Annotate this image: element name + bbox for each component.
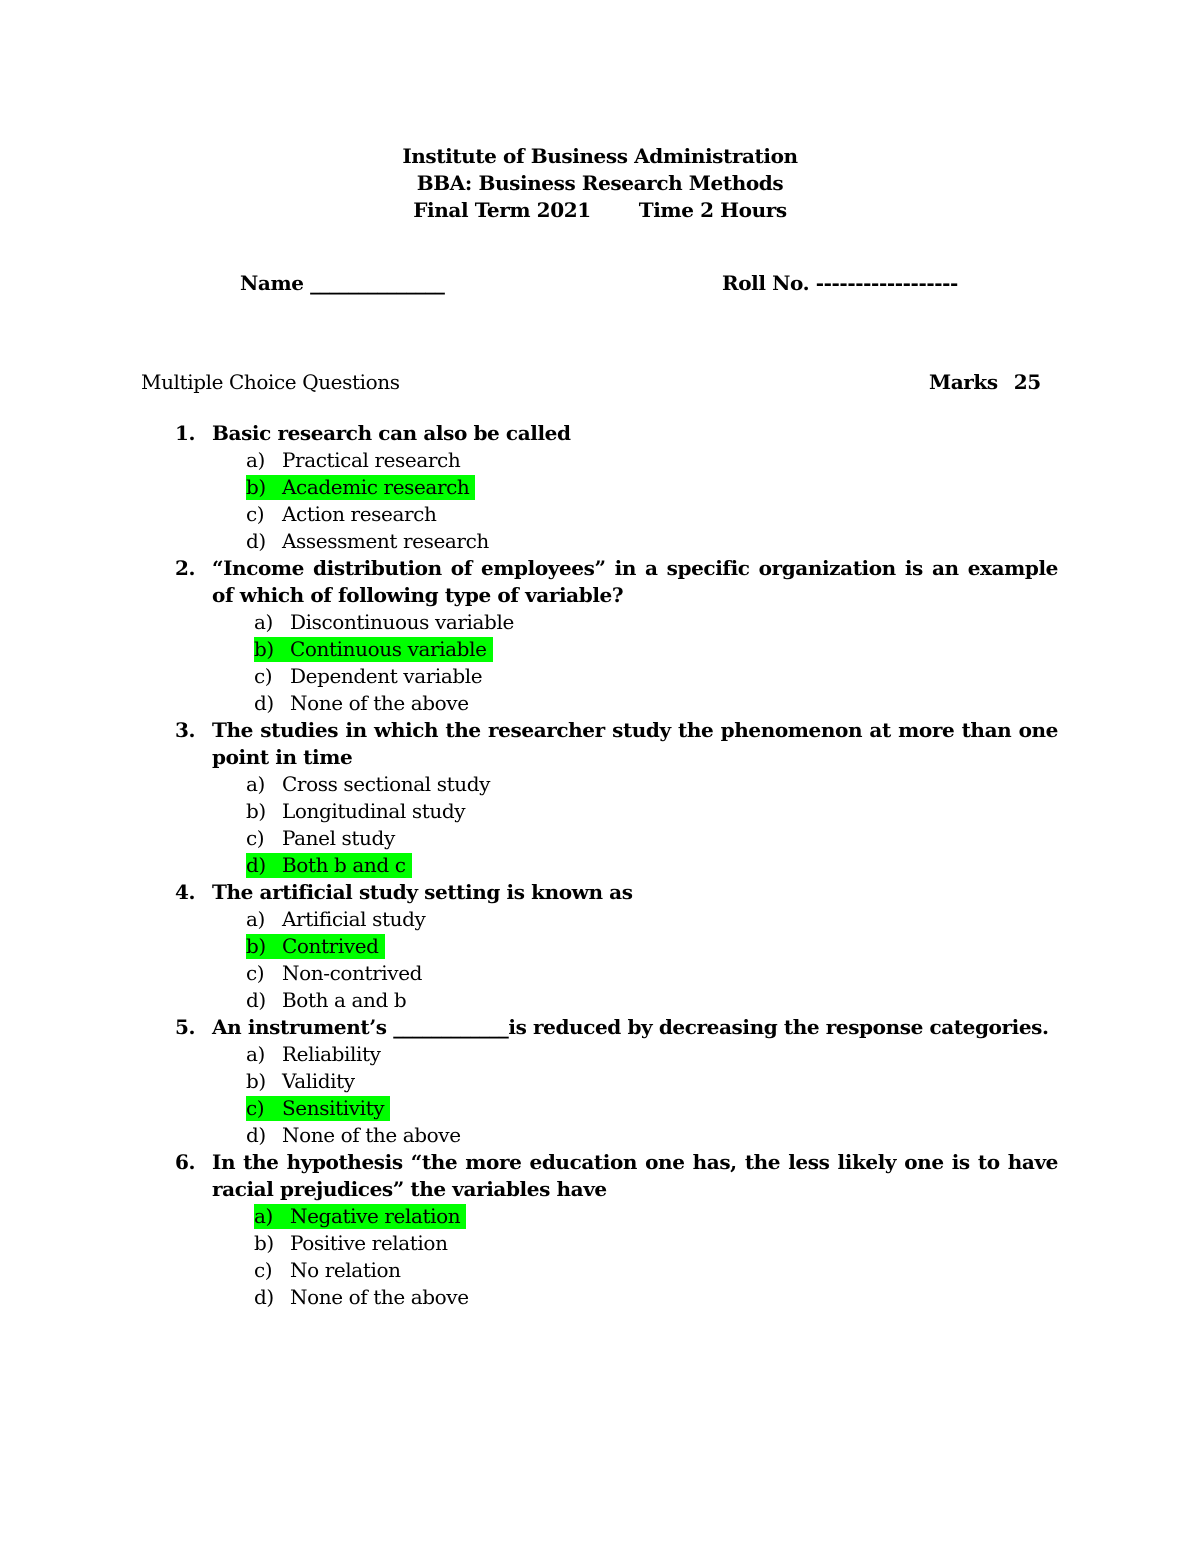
question-5 bbox=[0, 1014, 1200, 1149]
option-d bbox=[0, 528, 1200, 555]
name-field bbox=[240, 271, 445, 295]
course-title: BBA: Business Research Methods bbox=[416, 171, 784, 195]
option-label: a) bbox=[254, 1204, 273, 1228]
question-number: 4. bbox=[175, 880, 196, 904]
question-number: 2. bbox=[175, 556, 196, 580]
option-label: a) bbox=[254, 610, 273, 634]
option-label: b) bbox=[254, 1231, 274, 1255]
question-row bbox=[0, 420, 1058, 447]
option-b bbox=[0, 933, 1200, 960]
marks-label: Marks bbox=[929, 370, 998, 394]
option-d bbox=[0, 690, 1200, 717]
option-text: Academic research bbox=[282, 475, 470, 499]
option-text: Action research bbox=[282, 502, 437, 526]
option-c bbox=[0, 663, 1200, 690]
time-label: Time 2 Hours bbox=[638, 198, 787, 222]
option-label: a) bbox=[246, 772, 265, 796]
option-label: c) bbox=[254, 1258, 273, 1282]
option-d bbox=[0, 1284, 1200, 1311]
option-text: Both a and b bbox=[282, 988, 407, 1012]
option-label: c) bbox=[246, 1096, 265, 1120]
option-label: d) bbox=[246, 988, 266, 1012]
question-text: In the hypothesis “the more education one has, the less likely one is to have racial prejudices” the variables have bbox=[212, 1150, 1058, 1201]
option-text: Discontinuous variable bbox=[290, 610, 514, 634]
question-row bbox=[0, 555, 1058, 609]
option-label: d) bbox=[246, 853, 266, 877]
option-label: c) bbox=[246, 502, 265, 526]
question-text: The studies in which the researcher study the phenomenon at more than one point in time bbox=[212, 718, 1058, 769]
roll-label: Roll No. bbox=[722, 271, 810, 295]
option-c bbox=[0, 501, 1200, 528]
option-label: c) bbox=[254, 664, 273, 688]
option-text: Longitudinal study bbox=[282, 799, 466, 823]
option-label: b) bbox=[246, 934, 266, 958]
option-text: Contrived bbox=[282, 934, 379, 958]
option-text: None of the above bbox=[282, 1123, 461, 1147]
question-4 bbox=[0, 879, 1200, 1014]
option-d bbox=[0, 1122, 1200, 1149]
roll-field bbox=[722, 271, 958, 295]
marks-value: 25 bbox=[1013, 370, 1041, 394]
option-label: a) bbox=[246, 907, 265, 931]
option-label: b) bbox=[254, 637, 274, 661]
option-a bbox=[0, 1041, 1200, 1068]
option-b bbox=[0, 636, 1200, 663]
option-text: Cross sectional study bbox=[282, 772, 491, 796]
option-label: d) bbox=[254, 691, 274, 715]
name-label: Name bbox=[240, 271, 304, 295]
option-text: None of the above bbox=[290, 1285, 469, 1309]
question-number: 6. bbox=[175, 1150, 196, 1174]
option-label: d) bbox=[246, 1123, 266, 1147]
roll-blank: ------------------ bbox=[815, 271, 958, 295]
question-row bbox=[0, 1149, 1058, 1203]
option-c bbox=[0, 960, 1200, 987]
question-1 bbox=[0, 420, 1200, 555]
option-a bbox=[0, 906, 1200, 933]
institute-title: Institute of Business Administration bbox=[402, 144, 798, 168]
option-label: c) bbox=[246, 961, 265, 985]
option-label: b) bbox=[246, 1069, 266, 1093]
question-text: “Income distribution of employees” in a specific organization is an example of which of following type of variable? bbox=[212, 556, 1058, 607]
question-row bbox=[0, 1014, 1058, 1041]
option-text: Artificial study bbox=[282, 907, 426, 931]
option-text: Practical research bbox=[282, 448, 461, 472]
option-label: d) bbox=[246, 529, 266, 553]
option-a bbox=[0, 447, 1200, 474]
question-number: 3. bbox=[175, 718, 196, 742]
section-title: Multiple Choice Questions bbox=[141, 370, 400, 394]
option-text: Validity bbox=[282, 1069, 355, 1093]
question-list bbox=[0, 420, 1200, 1311]
option-a bbox=[0, 609, 1200, 636]
option-text: Continuous variable bbox=[290, 637, 487, 661]
option-text: Reliability bbox=[282, 1042, 381, 1066]
option-b bbox=[0, 474, 1200, 501]
option-d bbox=[0, 987, 1200, 1014]
option-text: Both b and c bbox=[282, 853, 406, 877]
option-d bbox=[0, 852, 1200, 879]
marks bbox=[929, 370, 1041, 394]
option-text: None of the above bbox=[290, 691, 469, 715]
option-text: Panel study bbox=[282, 826, 395, 850]
option-label: d) bbox=[254, 1285, 274, 1309]
option-label: a) bbox=[246, 1042, 265, 1066]
option-b bbox=[0, 1068, 1200, 1095]
option-text: Positive relation bbox=[290, 1231, 448, 1255]
name-blank: ______________ bbox=[310, 271, 445, 295]
option-c bbox=[0, 825, 1200, 852]
term-line bbox=[0, 198, 1200, 222]
option-text: Dependent variable bbox=[290, 664, 483, 688]
term-label: Final Term 2021 bbox=[413, 198, 591, 222]
option-text: No relation bbox=[290, 1258, 401, 1282]
option-text: Sensitivity bbox=[282, 1096, 385, 1120]
option-text: Negative relation bbox=[290, 1204, 461, 1228]
question-text: An instrument’s ____________is reduced by decreasing the response categories. bbox=[212, 1015, 1049, 1039]
option-b bbox=[0, 1230, 1200, 1257]
option-a bbox=[0, 771, 1200, 798]
option-b bbox=[0, 798, 1200, 825]
question-number: 5. bbox=[175, 1015, 196, 1039]
option-text: Assessment research bbox=[282, 529, 489, 553]
option-a bbox=[0, 1203, 1200, 1230]
question-6 bbox=[0, 1149, 1200, 1311]
question-3 bbox=[0, 717, 1200, 879]
option-c bbox=[0, 1095, 1200, 1122]
question-text: Basic research can also be called bbox=[212, 421, 571, 445]
question-2 bbox=[0, 555, 1200, 717]
option-text: Non-contrived bbox=[282, 961, 423, 985]
option-label: b) bbox=[246, 799, 266, 823]
question-text: The artificial study setting is known as bbox=[212, 880, 633, 904]
question-number: 1. bbox=[175, 421, 196, 445]
option-label: c) bbox=[246, 826, 265, 850]
question-row bbox=[0, 879, 1058, 906]
option-label: b) bbox=[246, 475, 266, 499]
question-row bbox=[0, 717, 1058, 771]
option-label: a) bbox=[246, 448, 265, 472]
option-c bbox=[0, 1257, 1200, 1284]
